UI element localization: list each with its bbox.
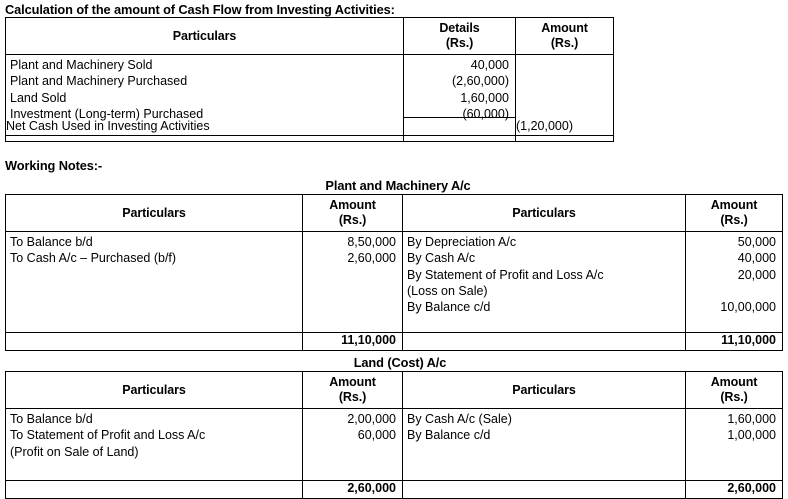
working-notes-heading: Working Notes:- <box>5 158 103 173</box>
debit-total-label <box>6 481 303 499</box>
land-account-table <box>5 371 783 499</box>
column-header-particulars-right: Particulars <box>403 372 686 409</box>
column-header-particulars-left: Particulars <box>6 195 303 232</box>
net-cash-details <box>404 118 516 136</box>
ledger-entry-amount: 2,00,000 <box>347 412 396 426</box>
table-header-row <box>6 18 614 55</box>
credit-total-amount: 11,10,000 <box>686 333 783 351</box>
column-header-amount-left-line2: (Rs.) <box>338 213 367 227</box>
column-header-amount-line2: (Rs.) <box>550 36 579 50</box>
ledger-entry-label: By Cash A/c (Sale) <box>407 412 512 426</box>
row-label: Plant and Machinery Sold <box>10 58 153 72</box>
ledger-entry-label: To Cash A/c – Purchased (b/f) <box>10 251 177 266</box>
ledger-entry-label: By Cash A/c <box>407 251 476 266</box>
column-header-amount-right-line1: Amount <box>710 198 758 212</box>
ledger-entry-amount: 40,000 <box>737 251 776 266</box>
column-header-details <box>404 18 516 55</box>
row-label: Land Sold <box>10 90 67 105</box>
debit-total-amount: 2,60,000 <box>303 481 403 499</box>
row-value: (2,60,000) <box>452 74 509 89</box>
table-row-total <box>6 118 614 136</box>
column-header-amount-right-line2: (Rs.) <box>720 213 748 227</box>
credit-total-label <box>403 333 686 351</box>
credit-amount-column <box>686 232 783 333</box>
column-header-amount-line1: Amount <box>541 21 588 35</box>
ledger-entry-label: By Statement of Profit and Loss A/c <box>407 267 604 282</box>
row-value: 40,000 <box>470 58 509 72</box>
column-header-amount <box>516 18 614 55</box>
ledger-entry-amount: 60,000 <box>357 428 396 443</box>
column-header-amount-left-line1: Amount <box>329 198 376 212</box>
table-row-total <box>6 481 783 499</box>
column-header-amount-right-line1: Amount <box>710 375 758 389</box>
net-cash-row-table <box>5 117 614 136</box>
table-row <box>6 409 783 481</box>
table-row-total <box>6 333 783 351</box>
debit-amount-column <box>303 232 403 333</box>
plant-machinery-account-table <box>5 194 783 351</box>
table-row <box>6 232 783 333</box>
ledger-entry-amount: 8,50,000 <box>347 235 396 249</box>
ledger-entry-label: To Balance b/d <box>10 235 93 249</box>
ledger-entry-label: To Balance b/d <box>10 412 93 426</box>
ledger-entry-label: By Balance c/d <box>407 300 491 315</box>
debit-particulars-column <box>6 232 303 333</box>
debit-total-amount: 11,10,000 <box>303 333 403 351</box>
land-account-title: Land (Cost) A/c <box>353 355 447 370</box>
credit-particulars-column <box>403 232 686 333</box>
plant-machinery-account-title: Plant and Machinery A/c <box>325 178 471 193</box>
row-value: (60,000) <box>462 106 509 121</box>
column-header-amount-right <box>686 195 783 232</box>
column-header-amount-left-line1: Amount <box>329 375 376 389</box>
column-header-particulars: Particulars <box>6 18 404 55</box>
column-header-details-line1: Details <box>439 21 480 35</box>
page-title: Calculation of the amount of Cash Flow from Investing Activities: <box>5 2 395 17</box>
ledger-entry-label: By Balance c/d <box>407 428 491 443</box>
net-cash-label: Net Cash Used in Investing Activities <box>6 118 404 136</box>
ledger-entry-label: (Loss on Sale) <box>407 283 488 298</box>
column-header-particulars-left: Particulars <box>6 372 303 409</box>
credit-total-amount: 2,60,000 <box>686 481 783 499</box>
row-label: Plant and Machinery Purchased <box>10 74 188 89</box>
ledger-entry-amount: 20,000 <box>737 267 776 282</box>
credit-particulars-column <box>403 409 686 481</box>
column-header-amount-right <box>686 372 783 409</box>
column-header-amount-right-line2: (Rs.) <box>720 390 748 404</box>
debit-total-label <box>6 333 303 351</box>
ledger-entry-amount: 1,00,000 <box>727 428 776 443</box>
ledger-entry-label: To Statement of Profit and Loss A/c <box>10 428 206 443</box>
row-label: Investment (Long-term) Purchased <box>10 106 204 121</box>
table-header-row <box>6 195 783 232</box>
ledger-entry-label: (Profit on Sale of Land) <box>10 444 139 459</box>
row-value: 1,60,000 <box>460 90 509 105</box>
column-header-amount-left <box>303 195 403 232</box>
ledger-entry-amount: 10,00,000 <box>720 300 776 315</box>
column-header-amount-left-line2: (Rs.) <box>338 390 367 404</box>
column-header-details-line2: (Rs.) <box>445 36 474 50</box>
net-cash-amount: (1,20,000) <box>516 118 614 136</box>
table-header-row <box>6 372 783 409</box>
ledger-entry-label: By Depreciation A/c <box>407 235 517 249</box>
debit-amount-column <box>303 409 403 481</box>
ledger-entry-amount: 1,60,000 <box>727 412 776 426</box>
ledger-entry-amount: 50,000 <box>737 235 776 249</box>
column-header-amount-left <box>303 372 403 409</box>
debit-particulars-column <box>6 409 303 481</box>
column-header-particulars-right: Particulars <box>403 195 686 232</box>
ledger-entry-amount: 2,60,000 <box>347 251 396 266</box>
credit-total-label <box>403 481 686 499</box>
credit-amount-column <box>686 409 783 481</box>
